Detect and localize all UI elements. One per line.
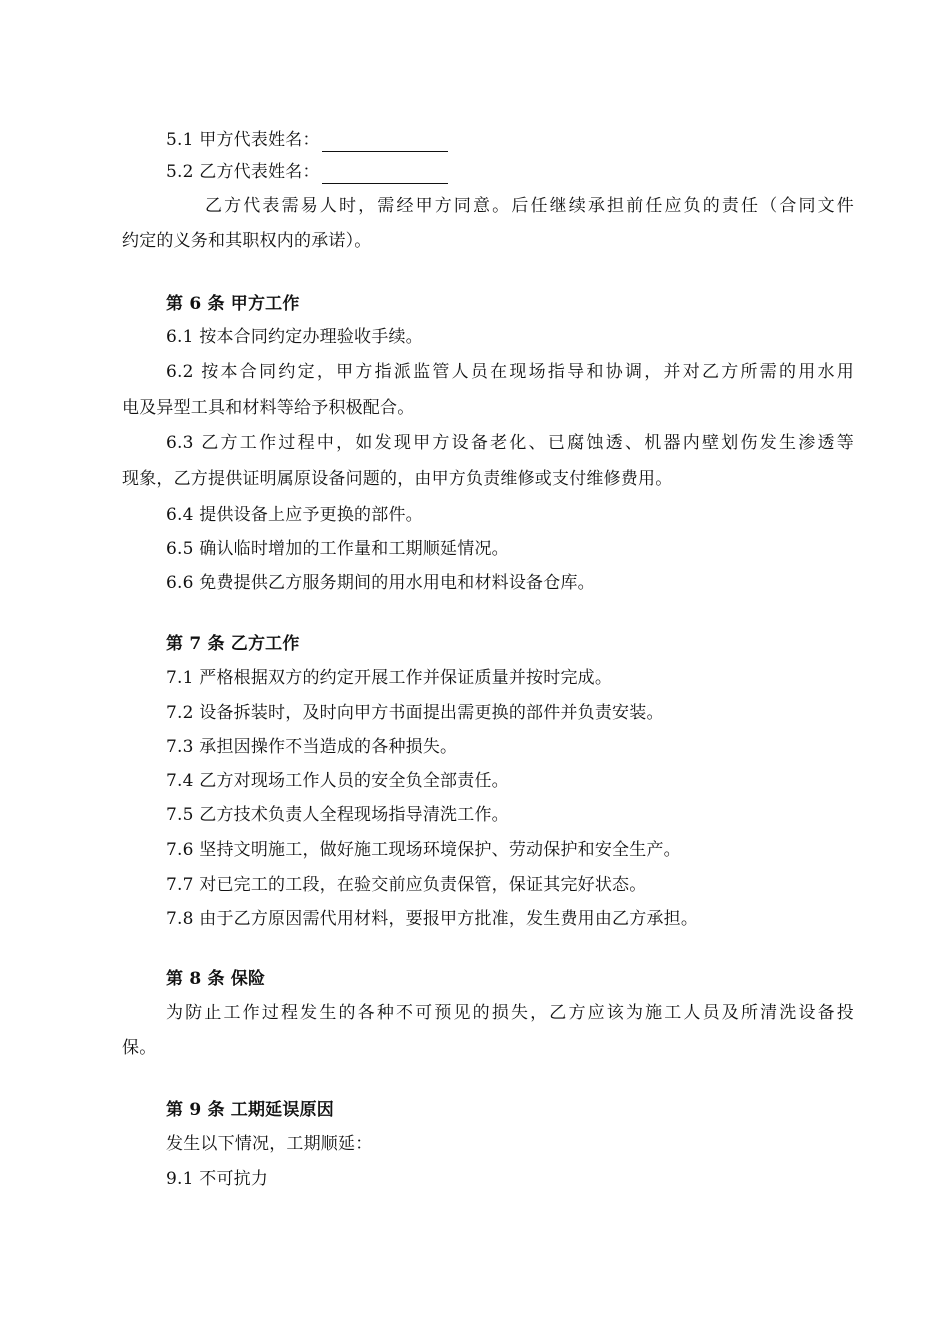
clause-7-4: 7.4 乙方对现场工作人员的安全负全部责任。: [166, 771, 509, 791]
clause-6-2-line2: 电及异型工具和材料等给予积极配合。: [122, 398, 415, 418]
rep-a-label: 5.1 甲方代表姓名：: [166, 130, 320, 150]
clause-7-2: 7.2 设备拆装时，及时向甲方书面提出需更换的部件并负责安装。: [166, 703, 664, 723]
clause-7-5: 7.5 乙方技术负责人全程现场指导清洗工作。: [166, 805, 509, 825]
article-8-heading: 第 8 条 保险: [166, 969, 266, 989]
clause-6-3-line1: 6.3 乙方工作过程中，如发现甲方设备老化、已腐蚀透、机器内壁划伤发生渗透等: [166, 433, 854, 453]
clause-7-1: 7.1 严格根据双方的约定开展工作并保证质量并按时完成。: [166, 668, 613, 688]
rep-b-line: [166, 160, 448, 184]
article-7-heading: 第 7 条 乙方工作: [166, 634, 300, 654]
rep-b-blank: [322, 163, 448, 184]
clause-6-1: 6.1 按本合同约定办理验收手续。: [166, 327, 423, 347]
clause-7-8: 7.8 由于乙方原因需代用材料，要报甲方批准，发生费用由乙方承担。: [166, 909, 699, 929]
insurance-para-line1: 为防止工作过程发生的各种不可预见的损失，乙方应该为施工人员及所清洗设备投: [166, 1003, 854, 1023]
article-9-intro: 发生以下情况，工期顺延：: [166, 1134, 373, 1154]
rep-a-line: [166, 128, 448, 152]
clause-6-5: 6.5 确认临时增加的工作量和工期顺延情况。: [166, 539, 509, 559]
clause-6-4: 6.4 提供设备上应予更换的部件。: [166, 505, 423, 525]
rep-a-blank: [322, 131, 448, 152]
clause-6-2-line1: 6.2 按本合同约定，甲方指派监管人员在现场指导和协调，并对乙方所需的用水用: [166, 362, 854, 382]
insurance-para-line2: 保。: [122, 1038, 157, 1058]
clause-7-3: 7.3 承担因操作不当造成的各种损失。: [166, 737, 458, 757]
rep-b-label: 5.2 乙方代表姓名：: [166, 162, 320, 182]
rep-change-para-line1: 乙方代表需易人时，需经甲方同意。后任继续承担前任应负的责任（合同文件: [205, 196, 854, 216]
clause-9-1: 9.1 不可抗力: [166, 1169, 269, 1189]
article-9-heading: 第 9 条 工期延误原因: [166, 1100, 334, 1120]
clause-6-6: 6.6 免费提供乙方服务期间的用水用电和材料设备仓库。: [166, 573, 595, 593]
rep-change-para-line2: 约定的义务和其职权内的承诺）。: [122, 231, 372, 251]
article-6-heading: 第 6 条 甲方工作: [166, 294, 300, 314]
clause-7-7: 7.7 对已完工的工段，在验交前应负责保管，保证其完好状态。: [166, 875, 647, 895]
clause-7-6: 7.6 坚持文明施工，做好施工现场环境保护、劳动保护和安全生产。: [166, 840, 681, 860]
clause-6-3-line2: 现象，乙方提供证明属原设备问题的，由甲方负责维修或支付维修费用。: [122, 469, 673, 489]
